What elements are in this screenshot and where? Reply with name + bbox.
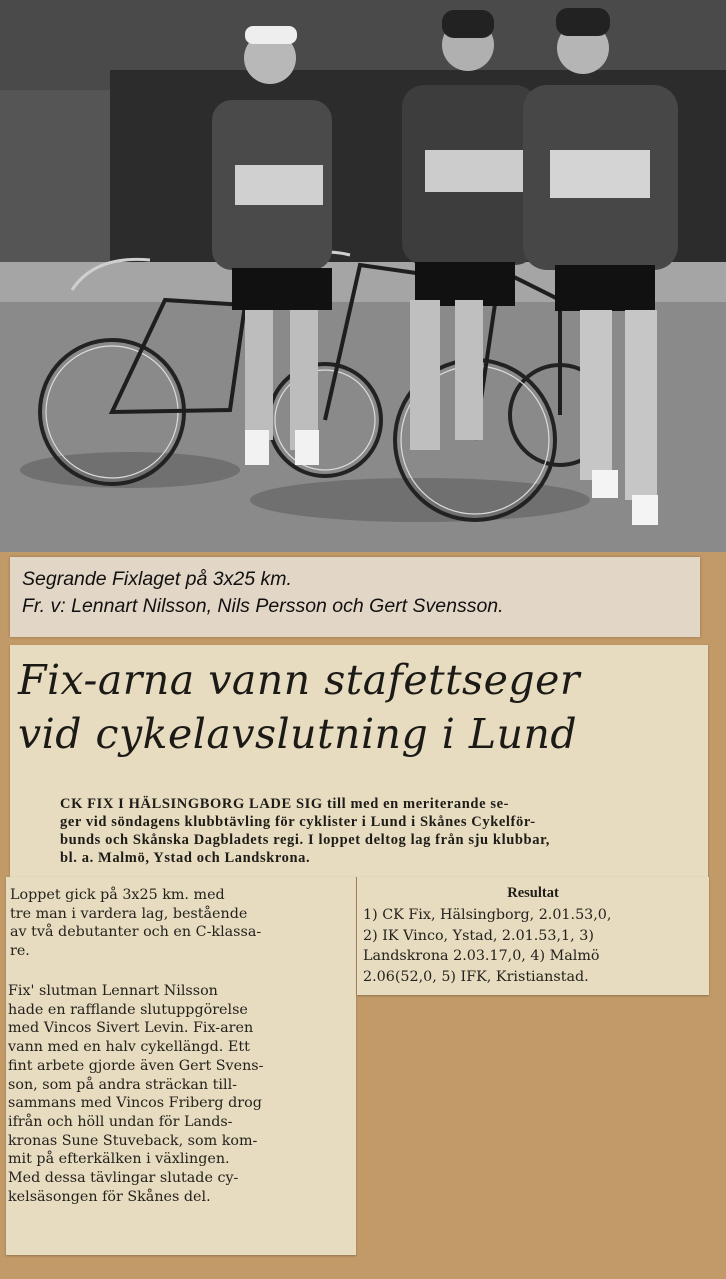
caption-line-2: Fr. v: Lennart Nilsson, Nils Persson och Gert Svensson. <box>22 595 504 617</box>
text-line: med Vincos Sivert Levin. Fix-aren <box>8 1020 254 1037</box>
result-line: 2.06(52,0, 5) IFK, Kristianstad. <box>363 968 589 985</box>
text-line: mit på efterkälken i växlingen. <box>8 1151 230 1168</box>
lead-line: CK FIX I HÄLSINGBORG LADE SIG till med en meriterande se- <box>60 796 510 812</box>
text-line: Loppet gick på 3x25 km. med <box>10 887 225 903</box>
text-line: kronas Sune Stuveback, som kom- <box>8 1132 258 1149</box>
lead-line: ger vid söndagens klubbtävling för cyklister i Lund i Skånes Cykelför- <box>60 814 536 830</box>
photo-caption <box>10 557 700 637</box>
paragraph-2 <box>8 982 352 1206</box>
cyclists-photo-illustration <box>0 0 726 552</box>
text-line: Med dessa tävlingar slutade cy- <box>8 1170 239 1187</box>
text-line: fint arbete gjorde även Gert Svens- <box>8 1057 264 1074</box>
text-line: son, som på andra sträckan till- <box>8 1076 237 1093</box>
lead-line: bl. a. Malmö, Ystad och Landskrona. <box>60 850 311 866</box>
paragraph-1 <box>10 886 354 961</box>
team-photo <box>0 0 726 552</box>
article-lead <box>60 795 700 867</box>
result-line: Landskrona 2.03.17,0, 4) Malmö <box>363 948 600 964</box>
caption-line-1: Segrande Fixlaget på 3x25 km. <box>22 568 292 590</box>
text-line: tre man i vardera lag, bestående <box>10 905 248 922</box>
text-line: sammans med Vincos Friberg drog <box>8 1095 262 1112</box>
result-line: 2) IK Vinco, Ystad, 2.01.53,1, 3) <box>363 927 594 944</box>
headline-line-2: vid cykelavslutning i Lund <box>18 710 578 758</box>
lead-line: bunds och Skånska Dagbladets regi. I loppet deltog lag från sju klubbar, <box>60 832 551 848</box>
results-list <box>363 905 707 987</box>
text-line: av två debutanter och en C-klassa- <box>10 924 262 941</box>
headline-clipping <box>10 645 708 877</box>
article-headline <box>18 653 580 761</box>
text-line: re. <box>10 943 30 960</box>
text-line: hade en rafflande slutuppgörelse <box>8 1001 248 1018</box>
results-clipping <box>357 877 709 995</box>
text-line: Fix' slutman Lennart Nilsson <box>8 983 218 999</box>
text-line: kelsäsongen för Skånes del. <box>8 1188 211 1205</box>
text-line: ifrån och höll undan för Lands- <box>8 1113 233 1130</box>
body-clipping <box>6 877 356 1255</box>
result-line: 1) CK Fix, Hälsingborg, 2.01.53,0, <box>363 907 612 923</box>
results-title: Resultat <box>507 885 559 901</box>
headline-line-1: Fix-arna vann stafettseger <box>18 656 580 704</box>
text-line: vann med en halv cykellängd. Ett <box>8 1039 250 1056</box>
